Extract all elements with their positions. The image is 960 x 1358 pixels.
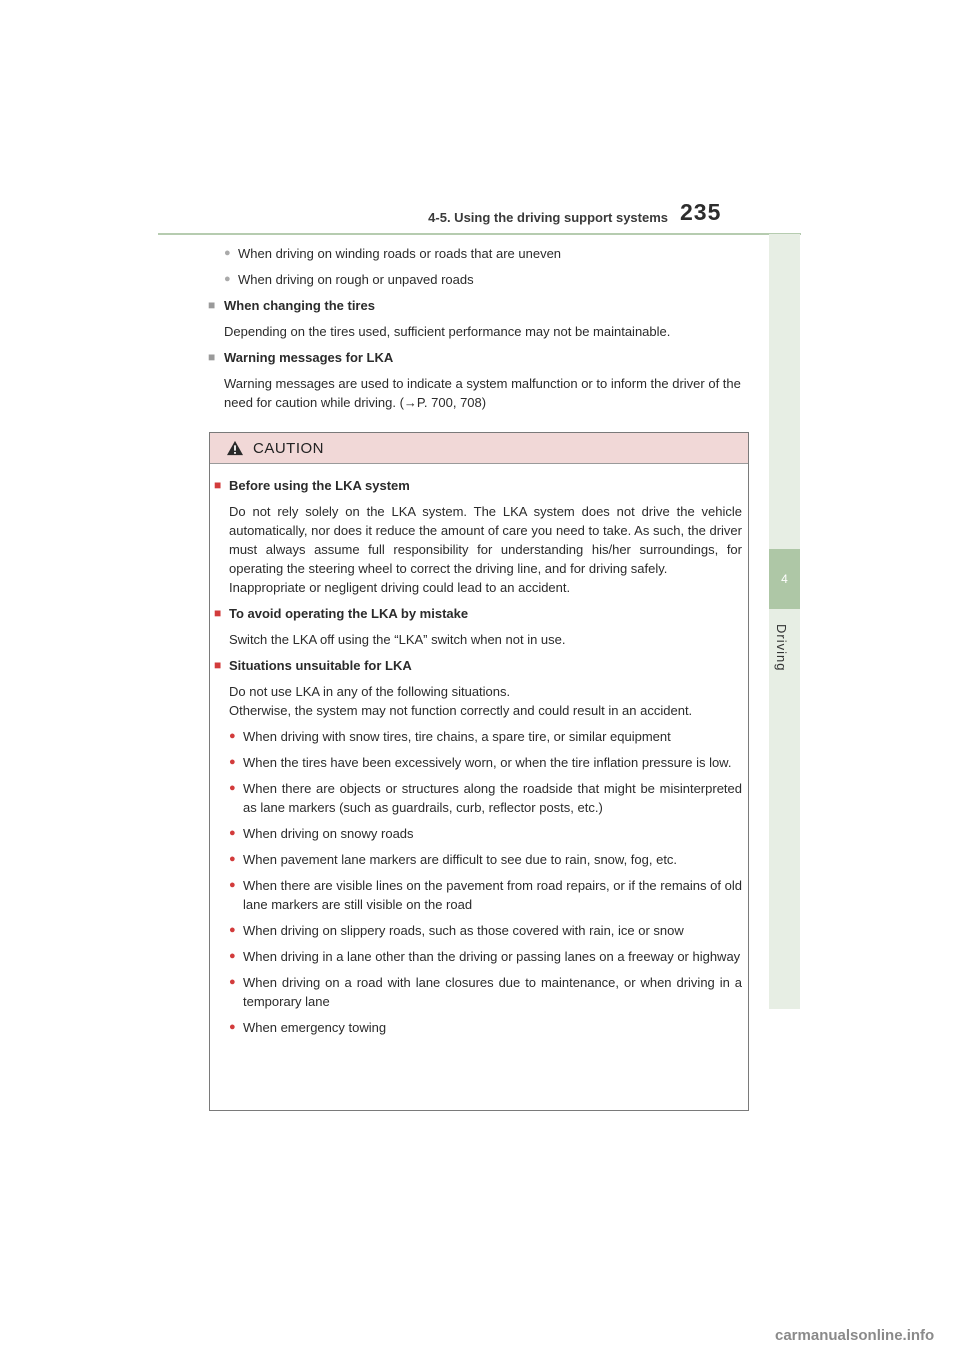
caution-text: Do not rely solely on the LKA system. The LKA system does not drive the vehicle automatically, nor does it reduce the amount of care you need to take. As such, the driver must always assume full responsibility for understanding his/her surroundings, for operating the steering wheel to correct the driving line, and for driving safely. Inappropriate or negligent driving could lead to an accident. (229, 504, 742, 595)
page-number: 235 (680, 199, 722, 225)
caution-list-item: ● When driving on snowy roads (210, 824, 742, 843)
warning-triangle-icon (226, 440, 244, 456)
caution-heading: ■ To avoid operating the LKA by mistake (210, 604, 742, 623)
section-text: Warning messages are used to indicate a system malfunction or to inform the driver of the need for caution while driving. (→P. 700, 708) (224, 376, 741, 410)
caution-list-item: ● When driving on a road with lane closures due to maintenance, or when driving in a temporary lane (210, 973, 742, 1011)
caution-list-item: ● When there are visible lines on the pavement from road repairs, or if the remains of old lane markers are still visible on the road (210, 876, 742, 914)
caution-list-item: ● When there are objects or structures along the roadside that might be misinterpreted as lane markers (such as guardrails, curb, reflector posts, etc.) (210, 779, 742, 817)
caution-header (210, 433, 748, 464)
intro-section (224, 244, 746, 419)
caution-list-item: ● When driving with snow tires, tire chains, a spare tire, or similar equipment (210, 727, 742, 746)
list-item: ● When driving on winding roads or roads that are uneven (224, 244, 746, 263)
section-text: Depending on the tires used, sufficient performance may not be maintainable. (224, 324, 671, 339)
caution-box (209, 432, 749, 1111)
caution-heading: ■ Before using the LKA system (210, 476, 742, 495)
caution-list-item: ● When the tires have been excessively worn, or when the tire inflation pressure is low. (210, 753, 742, 772)
caution-list-item: ● When emergency towing (210, 1018, 742, 1037)
caution-heading: ■ Situations unsuitable for LKA (210, 656, 742, 675)
caution-list-item: ● When driving in a lane other than the driving or passing lanes on a freeway or highway (210, 947, 742, 966)
section-heading: ■ Warning messages for LKA (208, 348, 746, 367)
header-divider (158, 233, 801, 235)
caution-content (210, 464, 748, 1037)
caution-label: CAUTION (253, 439, 324, 457)
caution-text: Switch the LKA off using the “LKA” switch when not in use. (229, 632, 566, 647)
side-tab-background (769, 234, 800, 549)
caution-list-item: ● When driving on slippery roads, such as those covered with rain, ice or snow (210, 921, 742, 940)
list-item: ● When driving on rough or unpaved roads (224, 270, 746, 289)
section-heading: ■ When changing the tires (208, 296, 746, 315)
chapter-number-tab: 4 (769, 549, 800, 609)
watermark: carmanualsonline.info (775, 1327, 935, 1344)
caution-text: Do not use LKA in any of the following situations. Otherwise, the system may not function correctly and could result in an accident. (229, 684, 693, 718)
section-title: 4-5. Using the driving support systems (428, 210, 668, 225)
caution-list-item: ● When pavement lane markers are difficult to see due to rain, snow, fog, etc. (210, 850, 742, 869)
chapter-label: Driving (774, 624, 789, 672)
